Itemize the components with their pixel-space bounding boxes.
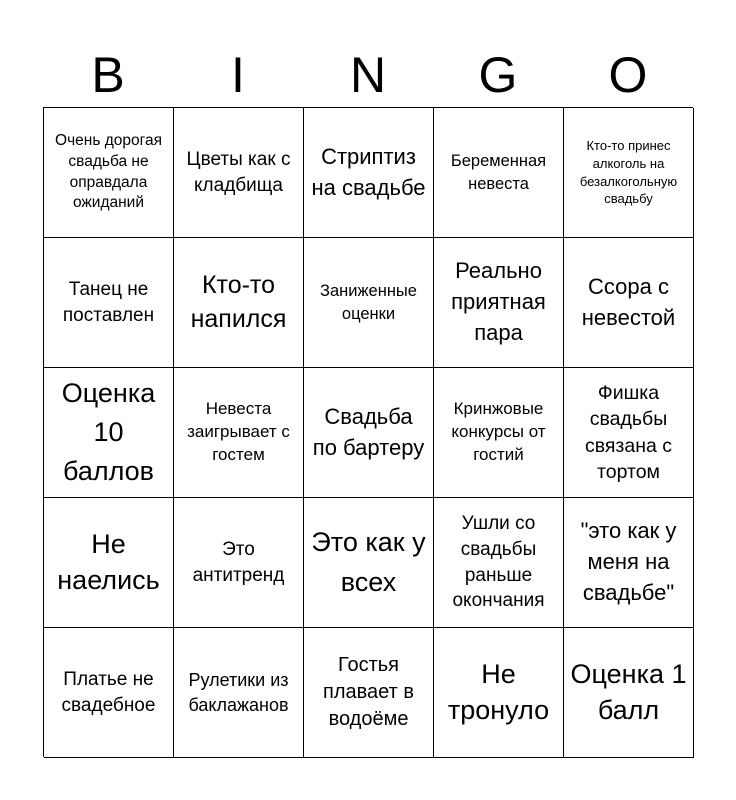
cell-text: Платье не свадебное xyxy=(61,668,156,716)
bingo-cell[interactable] xyxy=(174,498,304,628)
bingo-cell[interactable] xyxy=(564,108,694,238)
bingo-grid xyxy=(43,107,693,757)
cell-text: Фишка свадьбы связана с тортом xyxy=(584,381,673,483)
bingo-cell[interactable] xyxy=(174,238,304,368)
header-letter-n: N xyxy=(349,47,387,103)
cell-text: Кто-то принес алкоголь на безалкогольную свадьбу xyxy=(579,138,678,207)
cell-text: Гостья плавает в водоёме xyxy=(323,654,414,730)
cell-text: Это как у всех xyxy=(311,527,426,597)
cell-text: Заниженные оценки xyxy=(320,282,417,323)
cell-text: Невеста заигрывает с гостем xyxy=(187,399,290,464)
cell-text: Не наелись xyxy=(57,529,160,595)
cell-text: Кто-то напился xyxy=(190,270,287,333)
cell-text: Стриптиз на свадьбе xyxy=(311,143,426,200)
bingo-cell[interactable] xyxy=(434,108,564,238)
header-letter-o: O xyxy=(608,47,648,103)
bingo-cell[interactable] xyxy=(434,628,564,758)
cell-text: Ссора с невестой xyxy=(581,273,676,330)
bingo-cell[interactable] xyxy=(564,628,694,758)
bingo-cell[interactable] xyxy=(174,108,304,238)
bingo-cell[interactable] xyxy=(304,368,434,498)
bingo-cell[interactable] xyxy=(304,108,434,238)
bingo-cell[interactable] xyxy=(304,628,434,758)
cell-text: Кринжовые конкурсы от гостий xyxy=(451,399,546,464)
bingo-header xyxy=(43,44,693,106)
cell-text: Свадьба по бартеру xyxy=(312,403,425,460)
cell-text: Беременная невеста xyxy=(450,152,547,193)
header-letter-b: B xyxy=(91,47,125,103)
bingo-cell[interactable] xyxy=(564,498,694,628)
bingo-cell[interactable] xyxy=(564,368,694,498)
cell-text: Рулетики из баклажанов xyxy=(188,670,289,715)
bingo-cell[interactable] xyxy=(174,368,304,498)
header-letter-i: I xyxy=(231,47,245,103)
cell-text: Цветы как с кладбища xyxy=(186,148,291,196)
cell-text: Оценка 1 балл xyxy=(570,659,687,725)
cell-text: Реально приятная пара xyxy=(451,258,546,345)
bingo-cell[interactable] xyxy=(434,238,564,368)
header-letter-g: G xyxy=(478,47,518,103)
bingo-cell[interactable] xyxy=(44,628,174,758)
cell-text: "это как у меня на свадьбе" xyxy=(580,518,677,605)
cell-text: Оценка 10 баллов xyxy=(61,377,156,487)
bingo-cell[interactable] xyxy=(434,498,564,628)
cell-text: Ушли со свадьбы раньше окончания xyxy=(452,513,545,612)
bingo-cell[interactable] xyxy=(44,238,174,368)
bingo-cell[interactable] xyxy=(304,238,434,368)
cell-text: Очень дорогая свадьба не оправдала ожиданий xyxy=(55,131,162,212)
bingo-cell[interactable] xyxy=(434,368,564,498)
bingo-cell[interactable] xyxy=(174,628,304,758)
bingo-cell[interactable] xyxy=(304,498,434,628)
bingo-cell[interactable] xyxy=(564,238,694,368)
cell-text: Не тронуло xyxy=(447,659,550,725)
bingo-cell[interactable] xyxy=(44,498,174,628)
cell-text: Танец не поставлен xyxy=(62,278,155,326)
bingo-cell[interactable] xyxy=(44,108,174,238)
bingo-cell[interactable] xyxy=(44,368,174,498)
cell-text: Это антитренд xyxy=(192,538,285,586)
